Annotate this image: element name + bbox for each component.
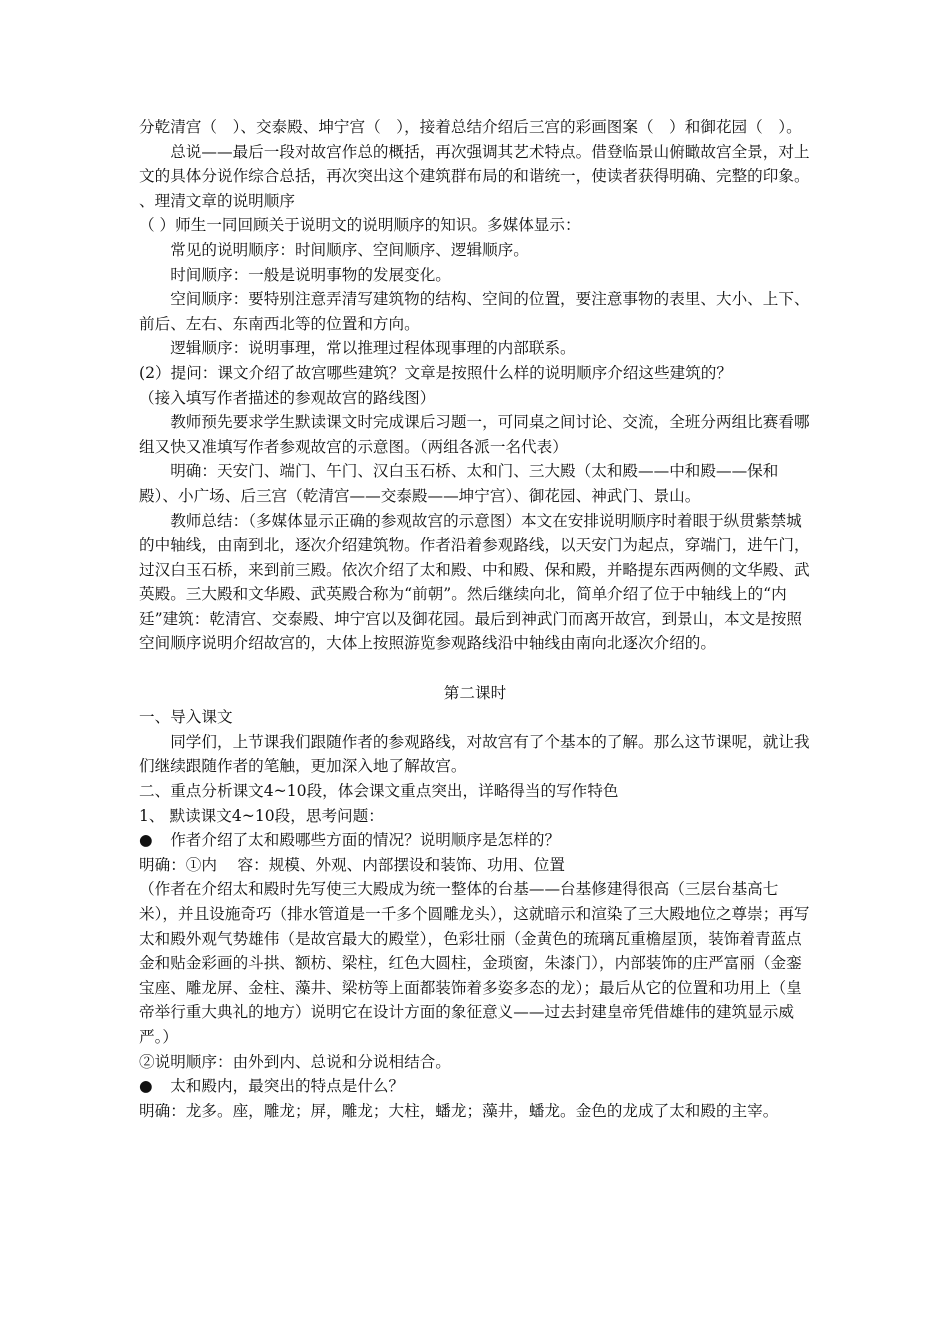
paragraph: 明确：龙多。座，雕龙；屏，雕龙；大柱，蟠龙；藻井，蟠龙。金色的龙成了太和殿的主宰。 — [139, 1101, 779, 1120]
paragraph: 总说——最后一段对故宫作总的概括，再次强调其艺术特点。借登临景山俯瞰故宫全景，对上文的具体分说作综合总括，再次突出这个建筑群布局的和谐统一，使读者获得明确、完整的印象。 — [139, 142, 810, 186]
paragraph: 分乾清宫（ ）、交泰殿、坤宁宫（ ），接着总结介绍后三宫的彩画图案（ ）和御花园（ ）。 — [139, 118, 802, 136]
paragraph: 同学们，上节课我们跟随作者的参观路线，对故宫有了个基本的了解。那么这节课呢，就让我们继续跟随作者的笔触，更加深入地了解故宫。 — [139, 732, 810, 776]
bullet-dot-icon: ● — [139, 831, 153, 850]
paragraph: 逻辑顺序：说明事理，常以推理过程体现事理的内部联系。 — [170, 339, 576, 358]
document-page — [139, 115, 811, 1123]
bullet-text: 太和殿内，最突出的特点是什么？ — [170, 1077, 405, 1096]
sub-heading: 1、 默读课文4~10段，思考问题： — [139, 806, 384, 825]
paragraph: （ ）师生一同回顾关于说明文的说明顺序的知识。多媒体显示： — [139, 216, 581, 235]
paragraph: 常见的说明顺序：时间顺序、空间顺序、逻辑顺序。 — [170, 240, 529, 259]
paragraph: （接入填写作者描述的参观故宫的路线图） — [139, 388, 436, 407]
bullet-item — [139, 828, 811, 853]
paragraph: 明确：天安门、端门、午门、汉白玉石桥、太和门、三大殿（太和殿——中和殿——保和殿）、小广场、后三宫（乾清宫——交泰殿——坤宁宫）、御花园、神武门、景山。 — [139, 462, 779, 505]
paragraph: 空间顺序：要特别注意弄清写建筑物的结构、空间的位置，要注意事物的表里、大小、上下、前后、左右、东南西北等的位置和方向。 — [139, 290, 810, 333]
bullet-text: 作者介绍了太和殿哪些方面的情况？说明顺序是怎样的？ — [170, 831, 561, 850]
paragraph: 教师预先要求学生默读课文时完成课后习题一，可同桌之间讨论、交流，全班分两组比赛看哪组又快又准填写作者参观故宫的示意图。（两组各派一名代表） — [139, 413, 810, 456]
paragraph: ②说明顺序：由外到内、总说和分说相结合。 — [139, 1052, 451, 1071]
lesson-title: 第二课时 — [443, 683, 507, 702]
paragraph: （作者在介绍太和殿时先写使三大殿成为统一整体的台基——台基修建得很高（三层台基高七米），并且设施奇巧（排水管道是一千多个圆雕龙头），这就暗示和渲染了三大殿地位之尊崇；再写太和殿外观气势雄伟（是故宫最大的殿堂），色彩壮丽（金黄色的琉璃瓦重檐屋顶，装饰着青蓝点金和贴金彩画的斗拱、额枋、梁柱，红色大圆柱，金琐窗，朱漆门），内部装饰的庄严富丽（金銮宝座、雕龙屏、金柱、藻井、梁枋等上面都装饰着多姿多态的龙）；最后从它的位置和功用上（皇帝举行重大典礼的地方）说明它在设计方面的象征意义——过去封建皇帝凭借雄伟的建筑显示威严。） — [139, 880, 810, 1046]
paragraph: (2）提问：课文介绍了故宫哪些建筑？文章是按照什么样的说明顺序介绍这些建筑的？ — [139, 363, 732, 382]
paragraph: 明确：①内 容：规模、外观、内部摆设和装饰、功用、位置 — [139, 855, 565, 874]
spacer — [139, 656, 811, 681]
section-heading: 、理清文章的说明顺序 — [139, 191, 295, 210]
bullet-item — [139, 1074, 811, 1099]
bullet-dot-icon: ● — [139, 1077, 153, 1096]
paragraph: 教师总结：（多媒体显示正确的参观故宫的示意图）本文在安排说明顺序时着眼于纵贯紫禁城的中轴线，由南到北，逐次介绍建筑物。作者沿着参观路线，以天安门为起点，穿端门，进午门，过汉白玉石桥，来到前三殿。依次介绍了太和殿、中和殿、保和殿，并略提东西两侧的文华殿、武英殿。三大殿和文华殿、武英殿合称为“前朝”。然后继续向北，简单介绍了位于中轴线上的“内廷”建筑：乾清宫、交泰殿、坤宁宫以及御花园。最后到神武门而离开故宫，到景山，本文是按照空间顺序说明介绍故宫的，大体上按照游览参观路线沿中轴线由南向北逐次介绍的。 — [139, 511, 810, 653]
paragraph: 时间顺序：一般是说明事物的发展变化。 — [170, 265, 451, 284]
section-heading: 一、导入课文 — [139, 708, 233, 727]
section-heading: 二、重点分析课文4~10段，体会课文重点突出，详略得当的写作特色 — [139, 782, 619, 801]
